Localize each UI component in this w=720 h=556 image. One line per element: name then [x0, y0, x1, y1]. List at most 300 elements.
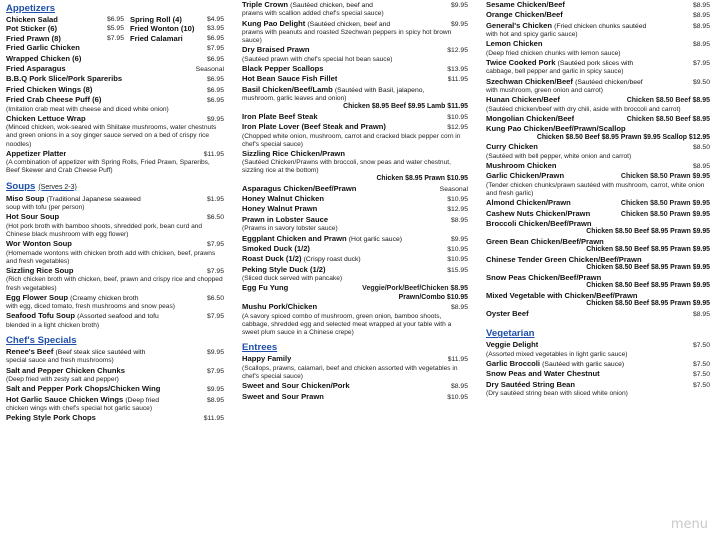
menu-item-name-text: Wrapped Chicken (6): [6, 53, 82, 63]
menu-item-name-text: Fried Crab Cheese Puff (6): [6, 95, 102, 105]
menu-item-name-text: Snow Peas and Water Chestnut: [486, 369, 600, 379]
menu-item-row: [486, 380, 710, 390]
menu-item-name: [486, 219, 592, 228]
menu-item-row: [242, 381, 468, 391]
menu-item-name: [486, 380, 575, 389]
menu-item: [6, 85, 224, 95]
menu-item-description: (Deep fried chicken chunks with lemon sauce): [486, 49, 621, 57]
menu-item-name: [486, 340, 538, 349]
appetizer-right: [130, 24, 224, 33]
menu-item-name-text: Roast Duck (1/2): [242, 254, 302, 264]
menu-item-name: [242, 392, 324, 401]
menu-item-price: $8.95: [692, 12, 710, 20]
menu-item-row: [242, 302, 468, 312]
menu-item: [6, 43, 224, 53]
menu-item-name-text: Eggplant Chicken and Prawn: [242, 233, 347, 243]
menu-item: [6, 149, 224, 176]
menu-item-name: [486, 291, 638, 300]
menu-item: [6, 293, 224, 312]
menu-item-name: [6, 266, 74, 275]
menu-item-name-text: Mongolian Chicken/Beef: [486, 113, 575, 123]
entrees-continued-list: [486, 0, 710, 319]
menu-item-name: [486, 10, 563, 19]
menu-item-name: [486, 198, 571, 207]
menu-item-description: mushroom, garlic leaves and onion): [242, 95, 347, 103]
menu-item-row: [6, 395, 224, 405]
menu-item-name-text: Chicken Lettuce Wrap: [6, 113, 86, 123]
menu-item-name: [242, 354, 291, 363]
menu-item-row: [242, 204, 468, 214]
menu-item: [6, 95, 224, 114]
appetizer-pairs: [6, 15, 224, 43]
menu-item-name: [486, 142, 538, 151]
menu-item: [486, 198, 710, 208]
menu-item-price: $13.95: [447, 66, 468, 74]
menu-item-name: [486, 39, 543, 48]
menu-item-name-text: Sweet and Sour Chicken/Pork: [242, 381, 350, 391]
vegetarian-heading: Vegetarian: [486, 328, 535, 340]
menu-item-name-text: Sizzling Rice Chicken/Prawn: [242, 149, 345, 159]
menu-item-price: $8.95: [692, 22, 710, 30]
menu-item-price-options: Chicken $8.50 Beef $8.95 Prawn $9.95 Scallop $12.95: [536, 133, 710, 141]
menu-item-name: [242, 254, 361, 264]
menu-item-name: [6, 311, 159, 321]
menu-item: [486, 142, 710, 161]
soups-title: Soups: [6, 180, 36, 192]
appetizer-pair-row: [6, 15, 224, 24]
menu-item-price: $7.95: [106, 34, 124, 42]
menu-item-name-text: General's Chicken: [486, 20, 552, 30]
menu-item-price: $6.95: [206, 97, 224, 105]
menu-item-name-text: Miso Soup: [6, 193, 45, 203]
soups-list: [6, 194, 224, 330]
menu-item: [486, 237, 710, 255]
menu-item: [242, 122, 468, 149]
menu-item-name-text: Garlic Chicken/Prawn: [486, 171, 565, 181]
menu-item: [242, 254, 468, 264]
menu-item-description: (Minced chicken, wok-seared with Shiitake mushrooms, water chestnuts and green onions in a soy ginger sauce served on a bed of crispy rice noodles): [6, 124, 217, 148]
menu-item-name: [242, 381, 350, 390]
menu-item-name-text: Wor Wonton Soup: [6, 239, 72, 249]
menu-item-name-text: Iron Plate Lover (Beef Steak and Prawn): [242, 122, 386, 132]
menu-item-name-text: Broccoli Chicken/Beef/Prawn: [486, 218, 592, 228]
menu-item-row: [242, 265, 468, 275]
menu-item-price: $10.95: [447, 256, 468, 264]
menu-item-name: [6, 74, 122, 83]
menu-item-name: [242, 204, 317, 213]
appetizer-right: [130, 15, 224, 24]
menu-item-price: $10.95: [447, 245, 468, 253]
menu-item-description: with hot and spicy garlic sauce): [486, 31, 578, 39]
menu-item-row: [6, 149, 224, 159]
menu-item: [242, 194, 468, 204]
menu-item-price: $8.95: [692, 162, 710, 170]
menu-item-name: Fried Wonton (10): [130, 24, 195, 34]
menu-item-price-options: Chicken $8.50 Beef $8.95 Prawn $9.95: [586, 300, 710, 308]
menu-item-price: $9.95: [450, 235, 468, 243]
menu-item-price: $9.95: [206, 386, 224, 394]
menu-item-inline-desc: (Assorted seafood and tofu: [77, 313, 159, 321]
menu-item-name-text: Green Bean Chicken/Beef/Prawn: [486, 236, 604, 246]
menu-item-price: $7.95: [206, 267, 224, 275]
menu-item-row: [486, 95, 710, 105]
menu-item-price: $10.95: [447, 114, 468, 122]
menu-item-description: special sauce and fresh mushrooms): [6, 357, 114, 365]
menu-item: [486, 219, 710, 237]
entrees-heading: Entrees: [242, 342, 278, 354]
menu-item-description: soup with tofu (per person): [6, 204, 85, 212]
menu-item-row: [6, 239, 224, 249]
menu-item: [486, 291, 710, 309]
menu-item-name-text: Dry Sautéed String Bean: [486, 379, 576, 389]
menu-column-2: [242, 0, 468, 556]
menu-item-price-options: Chicken $8.50 Beef $8.95 Prawn $9.95: [586, 228, 710, 236]
menu-item-name-text: Mushroom Chicken: [486, 160, 557, 170]
menu-item-name-text: B.B.Q Pork Slice/Pork Spareribs: [6, 74, 123, 84]
menu-item: [486, 10, 710, 20]
menu-item-name-text: Renee's Beef: [6, 346, 54, 356]
menu-item-name-text: Sizzling Rice Soup: [6, 265, 74, 275]
menu-item-name-text: Orange Chicken/Beef: [486, 10, 563, 20]
menu-item: [242, 45, 468, 64]
menu-item-price: $8.95: [692, 41, 710, 49]
menu-item-name-text: Peking Style Duck (1/2): [242, 264, 326, 274]
menu-item-name: [6, 85, 92, 94]
menu-item-price: $8.95: [450, 383, 468, 391]
menu-item: [6, 311, 224, 330]
menu-item-price: $9.50: [692, 78, 710, 86]
menu-item-name: [486, 237, 604, 246]
menu-item-row: [6, 311, 224, 321]
menu-item-name: [486, 0, 565, 9]
menu-item-name: [486, 171, 564, 180]
menu-item-price-options: Prawn/Combo $10.95: [398, 293, 468, 301]
menu-item: [486, 95, 710, 114]
menu-item-row: [6, 95, 224, 105]
specials-continued-list: [242, 0, 468, 337]
menu-item-name: [242, 265, 326, 274]
menu-item-name-text: Kung Pao Chicken/Beef/Prawn/Scallop: [486, 124, 626, 134]
menu-item: [242, 215, 468, 234]
menu-item: [242, 244, 468, 254]
menu-item-description: chicken wings with chef's special hot garlic sauce): [6, 404, 153, 412]
menu-item-description: prawns with scallion added chef's special sauce): [242, 10, 384, 18]
menu-item-price: $4.95: [206, 16, 224, 23]
menu-item-row: [242, 85, 468, 95]
menu-item: [486, 39, 710, 58]
menu-item-name: [6, 366, 125, 375]
menu-item-row: [242, 0, 468, 10]
menu-item-price: $7.95: [692, 60, 710, 68]
menu-item-description: (Chopped white onion, mushroom, carrot and cracked black pepper corn in chef's special sauce): [242, 132, 461, 149]
menu-item: [242, 265, 468, 284]
menu-item-price: Chicken $8.50 Prawn $9.95: [620, 210, 710, 218]
menu-item-name: [6, 54, 81, 63]
menu-item-row: [6, 293, 224, 303]
chefs-specials-heading: Chef's Specials: [6, 334, 77, 346]
menu-item-name: [6, 395, 159, 405]
menu-item-inline-desc: (Hot garlic sauce): [348, 235, 403, 243]
menu-item-row: [6, 54, 224, 64]
menu-item-row: [486, 39, 710, 49]
menu-item-name: [6, 95, 101, 104]
menu-item: [242, 283, 468, 302]
menu-item-row: [242, 74, 468, 84]
menu-item-row: [486, 309, 710, 319]
menu-item: [242, 19, 468, 46]
menu-item-name: Chicken Salad: [6, 15, 58, 24]
menu-item-name-text: Seafood Tofu Soup: [6, 311, 76, 321]
menu-item-row: [486, 209, 710, 219]
menu-item-name: Fried Prawn (8): [6, 33, 61, 43]
menu-item: [486, 369, 710, 379]
menu-item-price: $11.95: [203, 150, 224, 158]
menu-item-name-text: Sweet and Sour Prawn: [242, 391, 324, 401]
menu-item-name: [486, 124, 626, 133]
menu-item-name-text: Curry Chicken: [486, 142, 538, 152]
menu-item-price-options: Chicken $8.95 Prawn $10.95: [376, 175, 468, 183]
menu-item: [6, 54, 224, 64]
menu-item-row: [242, 283, 468, 293]
menu-item-name: [242, 302, 317, 311]
menu-item-description: with mushroom, green onion and carrot): [486, 87, 603, 95]
menu-item-price: $9.95: [450, 20, 468, 28]
menu-item-row: [242, 45, 468, 55]
menu-item: [6, 347, 224, 366]
menu-item-price: $12.95: [447, 124, 468, 132]
menu-item-name: [486, 209, 590, 218]
menu-item: [486, 273, 710, 291]
menu-item-row: [6, 43, 224, 53]
menu-item-row: [486, 124, 710, 133]
menu-item-name-text: Prawn in Lobster Sauce: [242, 214, 329, 224]
menu-item-name-text: Garlic Broccoli: [486, 358, 541, 368]
menu-item-row: [486, 273, 710, 282]
menu-item-name-text: Oyster Beef: [486, 308, 529, 318]
menu-item: [242, 149, 468, 183]
menu-item-price: $7.95: [206, 241, 224, 249]
menu-item-name-text: Hot Bean Sauce Fish Fillet: [242, 74, 338, 84]
menu-item-name: [242, 149, 345, 158]
menu-item-name: [486, 359, 624, 369]
menu-item-name: [242, 74, 337, 83]
menu-item-inline-desc: (Deep fried: [125, 396, 159, 404]
menu-item: [486, 171, 710, 198]
menu-item-name: [242, 122, 386, 131]
menu-item-name: Fried Calamari: [130, 33, 183, 43]
menu-item-price: $11.95: [203, 415, 224, 423]
menu-item-name: [486, 21, 646, 31]
menu-item-name: [242, 19, 390, 29]
menu-item-price: Chicken $8.50 Beef $8.95: [626, 97, 710, 105]
menu-item: [242, 0, 468, 19]
appetizer-left: [6, 34, 130, 43]
menu-item-description: (Prawns in savory lobster sauce): [242, 225, 338, 233]
menu-item-row: [486, 255, 710, 264]
menu-item-name-text: Egg Flower Soup: [6, 292, 69, 302]
menu-item-price: $10.95: [447, 196, 468, 204]
menu-item-price-options: Chicken $8.50 Beef $8.95 Prawn $9.95: [586, 282, 710, 290]
menu-item-description: with egg, diced tomato, fresh mushrooms and snow peas): [6, 303, 175, 311]
menu-item-row: [6, 413, 224, 423]
menu-item-price: $7.50: [692, 371, 710, 379]
menu-item-price: $7.50: [692, 342, 710, 350]
menu-item-row: [242, 112, 468, 122]
menu-item: [486, 21, 710, 40]
menu-item-price: Seasonal: [439, 185, 468, 193]
menu-item-description: (Sautéed prawn with chef's special hot bean sauce): [242, 55, 393, 63]
menu-item-name-text: Honey Walnut Prawn: [242, 204, 318, 214]
menu-item-row: [486, 340, 710, 350]
menu-item-name: [242, 0, 373, 10]
menu-item-name-text: Iron Plate Beef Steak: [242, 112, 318, 122]
menu-item-row: [486, 198, 710, 208]
menu-item-row: [6, 74, 224, 84]
menu-item-description: prawns with peanuts and roasted Szechwan peppers in spicy hot brown sauce): [242, 29, 452, 45]
menu-item-row: [486, 58, 710, 68]
menu-item-name-text: Cashew Nuts Chicken/Prawn: [486, 208, 591, 218]
menu-item-name-text: Egg Fu Yung: [242, 283, 289, 293]
menu-item-name: [6, 384, 160, 393]
menu-item: [242, 64, 468, 74]
menu-item-name: [486, 309, 529, 318]
menu-item: [6, 212, 224, 239]
menu-item-price: $8.95: [206, 396, 224, 404]
menu-item-name: [242, 184, 356, 193]
menu-item-price: $6.95: [206, 34, 224, 42]
menu-item-description: (Homemade wontons with chicken broth add with chicken, beef, prawns and fresh vegetables): [6, 249, 216, 265]
menu-item-price: $8.95: [450, 304, 468, 312]
menu-item: [242, 381, 468, 391]
menu-item-price: $7.50: [692, 360, 710, 368]
menu-item-name-text: Hot Sour Soup: [6, 212, 60, 222]
menu-item-row: [242, 64, 468, 74]
menu-item-inline-desc: (Fried chicken chunks sautéed: [554, 22, 647, 30]
appetizer-left: [6, 24, 130, 33]
menu-item-name: [486, 95, 560, 104]
menu-item-inline-desc: (Sautéed chicken, beef and: [307, 20, 391, 28]
menu-item-name-text: Snow Peas Chicken/Beef/Prawn: [486, 272, 602, 282]
menu-item-name: [6, 194, 141, 204]
menu-item: [6, 395, 224, 414]
menu-item-name-text: Black Pepper Scallops: [242, 64, 324, 74]
menu-item-description: cabbage, bell pepper and garlic in spicy sauce): [486, 68, 624, 76]
appetizer-left: [6, 15, 130, 24]
menu-item-row: [486, 142, 710, 152]
menu-item-inline-desc: (Sautéed chicken/beef: [575, 78, 643, 86]
menu-item: [486, 161, 710, 171]
menu-item-price: $7.95: [206, 313, 224, 321]
menu-item: [242, 85, 468, 112]
menu-item-name-text: Happy Family: [242, 354, 292, 364]
menu-item-row: [242, 244, 468, 254]
menu-item-name: [6, 413, 96, 422]
menu-column-1: [6, 0, 224, 556]
menu-item-name: [6, 212, 59, 221]
menu-item: [486, 380, 710, 399]
menu-item: [6, 64, 224, 74]
menu-item: [486, 309, 710, 319]
menu-item-description: (A combination of appetizer with Spring Rolls, Fried Prawn, Spareribs, Beef Skewer and Crab Cheese Puff): [6, 159, 210, 175]
menu-item-price: Chicken $8.50 Prawn $9.95: [620, 200, 710, 208]
entrees-list: [242, 354, 468, 402]
menu-item-price: $8.95: [450, 216, 468, 224]
menu-item-row: [242, 215, 468, 225]
menu-item-row: [486, 114, 710, 124]
menu-item-name: [486, 114, 574, 123]
menu-item-name-text: Honey Walnut Chicken: [242, 194, 324, 204]
menu-item: [486, 255, 710, 273]
menu-item: [242, 74, 468, 84]
menu-item-row: [6, 347, 224, 357]
menu-item-name: [242, 45, 310, 54]
menu-item-name-text: Smoked Duck (1/2): [242, 243, 310, 253]
menu-item-name: [486, 273, 601, 282]
menu-item-row: [242, 354, 468, 364]
menu-item-name-text: Sesame Chicken/Beef: [486, 0, 565, 9]
menu-item-name: Spring Roll (4): [130, 15, 182, 24]
menu-item-name-text: Hunan Chicken/Beef: [486, 95, 560, 105]
menu-item-price: $12.95: [447, 47, 468, 55]
menu-item-description: blended in a light chicken broth): [6, 321, 100, 329]
menu-item-name: [242, 194, 324, 203]
menu-item-row: [6, 266, 224, 276]
menu-item-description: (Imitation crab meat with cheese and diced white onion): [6, 105, 169, 113]
menu-item-name-text: Mushu Pork/Chicken: [242, 302, 318, 312]
menu-item-row: [486, 171, 710, 181]
menu-item-price: $9.95: [206, 348, 224, 356]
menu-item-price: $7.95: [206, 367, 224, 375]
menu-item-description: (Tender chicken chunks/prawn sautéed with mushroom, carrot, white onion and fresh garlic): [486, 181, 705, 197]
menu-item-name-text: Twice Cooked Pork: [486, 58, 556, 68]
menu-item-row: [486, 77, 710, 87]
menu-item-name: [486, 77, 643, 87]
menu-item-name: [486, 255, 642, 264]
menu-item-price: $7.50: [692, 381, 710, 389]
watermark: menu: [670, 517, 708, 532]
menu-item-row: [242, 19, 468, 29]
menu-item-row: [6, 212, 224, 222]
menu-item-row: [242, 254, 468, 264]
menu-item-name: [242, 215, 328, 224]
menu-item-description: (Assorted mixed vegetables in light garlic sauce): [486, 350, 628, 358]
menu-item-description: (A savory spiced combo of mushroom, green onion, bamboo shoots, cabbage, shredded egg and selected meat wrapped at your table with a sweet plum sauce in a Chinese crepe): [242, 312, 452, 337]
appetizer-right: [130, 34, 224, 43]
menu-item-price: $7.95: [206, 45, 224, 53]
menu-item-price-options: Chicken $8.50 Beef $8.95 Prawn $9.95: [586, 246, 710, 254]
menu-item-name: [6, 293, 139, 303]
menu-item-price: $6.95: [106, 16, 124, 23]
menu-item-description: (Scallops, prawns, calamari, beef and chicken assorted with vegetables in chef's special sauce): [242, 364, 458, 380]
menu-item-name: [242, 283, 288, 292]
menu-item-description: (Sautéed chicken/beef with dry chili, aside with broccoli and carrot): [486, 105, 681, 113]
menu-item: [486, 114, 710, 124]
menu-item-row: [242, 234, 468, 244]
menu-item: [486, 77, 710, 96]
menu-item-description: (Dry sautéed string bean with sliced white onion): [486, 390, 628, 398]
menu-item-price: $9.95: [450, 2, 468, 9]
menu-item-price: Veggie/Pork/Beef/Chicken $8.95: [362, 285, 468, 293]
appetizer-pair-row: [6, 24, 224, 33]
menu-item-row: [486, 21, 710, 31]
menu-item-price: $8.95: [692, 310, 710, 318]
menu-item: [242, 112, 468, 122]
menu-item-name: [6, 114, 86, 123]
menu-item-name: [6, 239, 72, 248]
menu-item: [486, 58, 710, 77]
menu-item-name: [242, 112, 318, 121]
menu-item: [6, 74, 224, 84]
